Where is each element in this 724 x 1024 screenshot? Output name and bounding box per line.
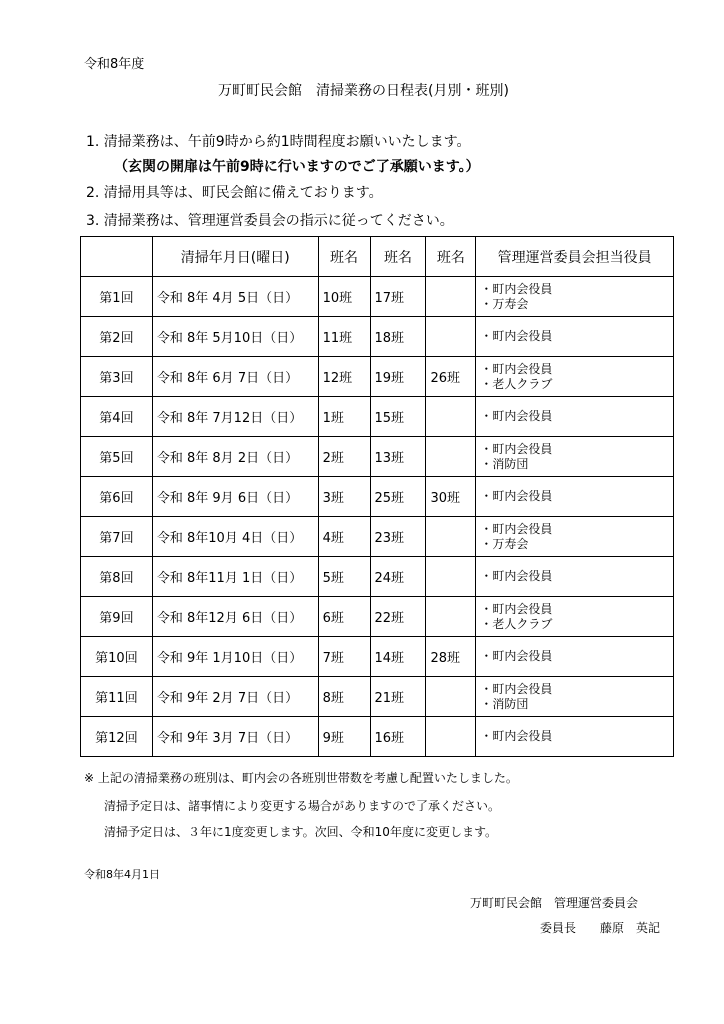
group-3-cell	[426, 557, 476, 597]
fiscal-year: 令和8年度	[84, 57, 145, 72]
note-3: 3. 清掃業務は、管理運営委員会の指示に従ってください。	[86, 213, 454, 229]
officer-item: ・消防団	[480, 696, 529, 711]
group-3-cell	[426, 517, 476, 557]
footer-note-2: 清掃予定日は、諸事情により変更する場合がありますので了承ください。	[104, 799, 501, 813]
date-cell: 令和 8年11月 1日（日）	[152, 557, 318, 597]
table-row	[81, 357, 674, 397]
round-cell: 第9回	[81, 597, 153, 637]
round-cell: 第5回	[81, 437, 153, 477]
note-2: 2. 清掃用具等は、町民会館に備えております。	[86, 185, 383, 201]
officers-cell	[476, 717, 674, 757]
group-2-cell: 18班	[370, 317, 426, 357]
group-1-cell: 5班	[318, 557, 370, 597]
officers-cell	[476, 597, 674, 637]
group-3-cell: 28班	[426, 637, 476, 677]
officers-cell	[476, 637, 674, 677]
date-cell: 令和 8年 4月 5日（日）	[152, 277, 318, 317]
group-1-cell: 6班	[318, 597, 370, 637]
group-2-cell: 24班	[370, 557, 426, 597]
officers-cell	[476, 477, 674, 517]
group-1-cell: 4班	[318, 517, 370, 557]
group-1-cell: 8班	[318, 677, 370, 717]
round-cell: 第11回	[81, 677, 153, 717]
signature: 委員長 藤原 英記	[540, 921, 661, 935]
table-row	[81, 557, 674, 597]
header-officers: 管理運営委員会担当役員	[476, 237, 674, 277]
table-row	[81, 717, 674, 757]
round-cell: 第12回	[81, 717, 153, 757]
group-3-cell	[426, 317, 476, 357]
officer-item: ・万寿会	[480, 296, 529, 311]
officers-cell	[476, 517, 674, 557]
group-3-cell	[426, 397, 476, 437]
note-1-bold: （玄関の開扉は午前9時に行いますのでご了承願います。）	[114, 159, 480, 175]
organization-name: 万町町民会館 管理運営委員会	[470, 896, 639, 910]
schedule-table	[80, 236, 674, 757]
group-3-cell	[426, 677, 476, 717]
group-1-cell: 9班	[318, 717, 370, 757]
date-cell: 令和 9年 2月 7日（日）	[152, 677, 318, 717]
officer-item: ・町内会役員	[480, 681, 553, 696]
date-cell: 令和 8年 8月 2日（日）	[152, 437, 318, 477]
page-title: 万町町民会館 清掃業務の日程表(月別・班別)	[218, 83, 509, 99]
officers-cell	[476, 677, 674, 717]
date-cell: 令和 9年 1月10日（日）	[152, 637, 318, 677]
officer-item: ・町内会役員	[480, 329, 553, 343]
officer-item: ・消防団	[480, 456, 529, 471]
officers-cell	[476, 557, 674, 597]
date-cell: 令和 8年 6月 7日（日）	[152, 357, 318, 397]
table-row	[81, 397, 674, 437]
date-cell: 令和 8年12月 6日（日）	[152, 597, 318, 637]
officer-item: ・町内会役員	[480, 649, 553, 663]
table-row	[81, 437, 674, 477]
table-row	[81, 317, 674, 357]
round-cell: 第2回	[81, 317, 153, 357]
group-1-cell: 2班	[318, 437, 370, 477]
group-2-cell: 14班	[370, 637, 426, 677]
group-2-cell: 21班	[370, 677, 426, 717]
group-1-cell: 3班	[318, 477, 370, 517]
officer-item: ・町内会役員	[480, 729, 553, 743]
officer-item: ・町内会役員	[480, 281, 553, 296]
officers-cell	[476, 437, 674, 477]
round-cell: 第1回	[81, 277, 153, 317]
group-1-cell: 7班	[318, 637, 370, 677]
group-2-cell: 17班	[370, 277, 426, 317]
group-2-cell: 16班	[370, 717, 426, 757]
date-cell: 令和 8年 7月12日（日）	[152, 397, 318, 437]
officer-item: ・万寿会	[480, 536, 529, 551]
round-cell: 第4回	[81, 397, 153, 437]
footer-note-1: ※ 上記の清掃業務の班別は、町内会の各班別世帯数を考慮し配置いたしました。	[84, 771, 518, 785]
round-cell: 第3回	[81, 357, 153, 397]
officer-item: ・町内会役員	[480, 601, 553, 616]
table-row	[81, 677, 674, 717]
header-group-1: 班名	[318, 237, 370, 277]
round-cell: 第7回	[81, 517, 153, 557]
round-cell: 第10回	[81, 637, 153, 677]
officer-item: ・町内会役員	[480, 361, 553, 376]
group-2-cell: 23班	[370, 517, 426, 557]
group-1-cell: 10班	[318, 277, 370, 317]
date-cell: 令和 8年10月 4日（日）	[152, 517, 318, 557]
officer-item: ・町内会役員	[480, 489, 553, 503]
table-header-row	[81, 237, 674, 277]
round-cell: 第8回	[81, 557, 153, 597]
officers-cell	[476, 357, 674, 397]
officers-cell	[476, 277, 674, 317]
officer-item: ・老人クラブ	[480, 616, 553, 631]
group-3-cell	[426, 437, 476, 477]
group-2-cell: 19班	[370, 357, 426, 397]
officer-item: ・町内会役員	[480, 569, 553, 583]
header-group-2: 班名	[370, 237, 426, 277]
header-round	[81, 237, 153, 277]
officer-item: ・町内会役員	[480, 521, 553, 536]
officer-item: ・町内会役員	[480, 441, 553, 456]
table-row	[81, 477, 674, 517]
officers-cell	[476, 317, 674, 357]
group-3-cell: 26班	[426, 357, 476, 397]
officer-item: ・老人クラブ	[480, 376, 553, 391]
group-2-cell: 25班	[370, 477, 426, 517]
table-row	[81, 637, 674, 677]
group-3-cell	[426, 277, 476, 317]
date-cell: 令和 8年 9月 6日（日）	[152, 477, 318, 517]
footer-note-3: 清掃予定日は、３年に1度変更します。次回、令和10年度に変更します。	[104, 825, 497, 839]
group-3-cell: 30班	[426, 477, 476, 517]
table-row	[81, 517, 674, 557]
group-1-cell: 12班	[318, 357, 370, 397]
table-row	[81, 597, 674, 637]
header-group-3: 班名	[426, 237, 476, 277]
group-3-cell	[426, 717, 476, 757]
group-2-cell: 15班	[370, 397, 426, 437]
table-row	[81, 277, 674, 317]
issued-date: 令和8年4月1日	[84, 868, 160, 881]
group-3-cell	[426, 597, 476, 637]
officer-item: ・町内会役員	[480, 409, 553, 423]
group-2-cell: 22班	[370, 597, 426, 637]
group-2-cell: 13班	[370, 437, 426, 477]
round-cell: 第6回	[81, 477, 153, 517]
header-date: 清掃年月日(曜日)	[152, 237, 318, 277]
note-1: 1. 清掃業務は、午前9時から約1時間程度お願いいたします。	[86, 134, 471, 150]
officers-cell	[476, 397, 674, 437]
group-1-cell: 11班	[318, 317, 370, 357]
date-cell: 令和 9年 3月 7日（日）	[152, 717, 318, 757]
date-cell: 令和 8年 5月10日（日）	[152, 317, 318, 357]
group-1-cell: 1班	[318, 397, 370, 437]
